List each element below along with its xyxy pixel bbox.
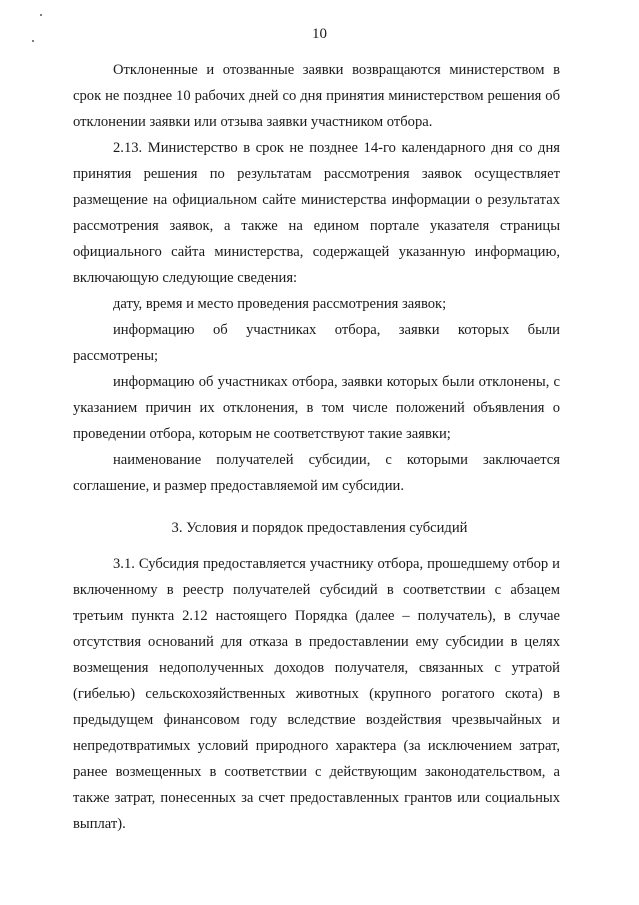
paragraph: Отклоненные и отозванные заявки возвращаются министерством в срок не позднее 10 рабочих дней со дня принятия министерством решения об отклонении заявки или отзыва заявки участником отбора. [73,62,560,130]
paragraph: информацию об участниках отбора, заявки которых были отклонены, с указанием причин их отклонения, в том числе положений объявления о проведении отбора, которым не соответствуют такие заявки; [73,374,560,442]
paragraph: 3.1. Субсидия предоставляется участнику отбора, прошедшему отбор и включенному в реестр получателей субсидий в соответствии с абзацем третьим пункта 2.12 настоящего Порядка (далее – получатель), в случае отсутствия оснований для отказа в предоставлении ему субсидии в целях возмещения недополученных доходов получателя, связанных с утратой (гибелью) сельскохозяйственных животных (крупного рогатого скота) в предыдущем финансовом году вследствие воздействия чрезвычайных и непредотвратимых условий природного характера (за исключением затрат, ранее возмещенных в соответствии с действующим законодательством, а также затрат, понесенных за счет предоставленных грантов или социальных выплат). [73,556,560,832]
paragraph: дату, время и место проведения рассмотрения заявок; [113,296,447,312]
text-block-top [73,57,560,499]
paragraph: наименование получателей субсидии, с которыми заключается соглашение, и размер предоставляемой им субсидии. [73,452,560,494]
paragraph: 2.13. Министерство в срок не позднее 14-го календарного дня со дня принятия решения по результатам рассмотрения заявок осуществляет размещение на официальном сайте министерства информации о результатах рассмотрения заявок, а также на едином портале указателя страницы официального сайта министерства, содержащей указанную информацию, включающую следующие сведения: [73,140,560,286]
section-heading: 3. Условия и порядок предоставления субсидий [171,520,468,536]
scan-speck [40,14,42,16]
page-number: 10 [312,26,327,42]
text-block-bottom [73,551,560,837]
paragraph: информацию об участниках отбора, заявки которых были рассмотрены; [73,322,560,364]
